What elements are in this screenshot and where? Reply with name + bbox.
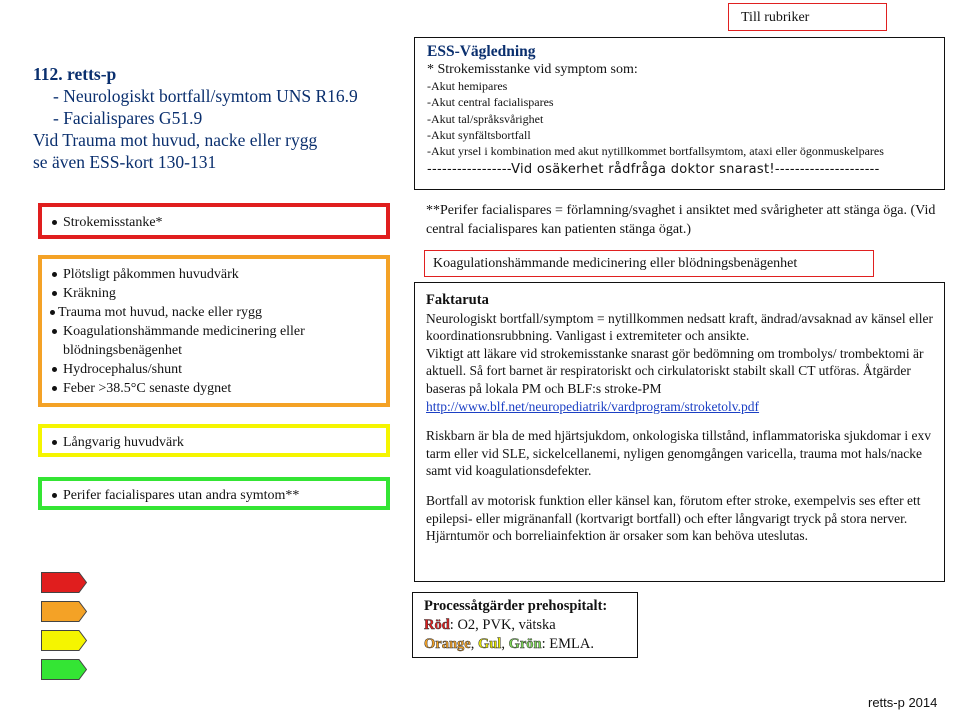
title-line-2: - Neurologiskt bortfall/symtom UNS R16.9 xyxy=(53,86,358,106)
ess-item: -Akut central facialispares xyxy=(427,95,554,110)
till-rubriker-button[interactable]: Till rubriker xyxy=(728,3,887,31)
ess-footer: -----------------Vid osäkerhet rådfråga doktor snarast!--------------------- xyxy=(427,162,880,178)
coagulation-box: Koagulationshämmande medicinering eller blödningsbenägenhet xyxy=(424,250,874,277)
title-line-5: se även ESS-kort 130-131 xyxy=(33,152,217,172)
triage-box-yellow xyxy=(38,424,390,457)
ess-item: -Akut synfältsbortfall xyxy=(427,127,531,142)
ess-guidance-box xyxy=(414,37,945,190)
triage-box-red xyxy=(38,203,390,239)
stroke-pm-link[interactable]: http://www.blf.net/neuropediatrik/vardprogram/stroketolv.pdf xyxy=(426,398,760,414)
triage-item: Koagulationshämmande medicinering eller blödningsbenägenhet xyxy=(49,322,386,360)
title-line-1: 112. retts-p xyxy=(33,64,117,84)
triage-box-orange xyxy=(38,255,390,407)
label-orange: Orange xyxy=(424,636,471,652)
ess-item: -Akut yrsel i kombination med akut nytillkommet bortfallsymtom, ataxi eller ögonmuskelpares xyxy=(427,144,884,159)
arrow-yellow-icon xyxy=(41,630,87,651)
ess-item: -Akut hemipares xyxy=(427,79,508,93)
facts-paragraph: Viktigt att läkare vid strokemisstanke snarast gör bedömning om trombolys/ trombektomi är aktuell. Så fort barnet är respiratoriskt och cirkulatoriskt stabilt skall CT utföras. Åtgärder baseras på lokala PM och BLF:s stroke-PM xyxy=(426,345,924,396)
facts-box xyxy=(414,282,945,582)
triage-item: Hydrocephalus/shunt xyxy=(49,360,386,379)
arrow-green-icon xyxy=(41,659,87,680)
footer-tag: retts-p 2014 xyxy=(868,695,938,710)
triage-item: Strokemisstanke* xyxy=(49,213,386,232)
title-line-4: Vid Trauma mot huvud, nacke eller rygg xyxy=(33,130,318,150)
triage-box-green xyxy=(38,477,390,510)
triage-item: Perifer facialispares utan andra symtom** xyxy=(49,486,386,505)
facts-paragraph: Bortfall av motorisk funktion eller känsel kan, förutom efter stroke, exempelvis ses efter ett epilepsi- eller migränanfall (kortvarigt bortfall) och efter långvarigt tryck på stora nerver. xyxy=(426,492,921,526)
title-line-3: - Facialispares G51.9 xyxy=(53,108,203,128)
triage-item: Plötsligt påkommen huvudvärk xyxy=(49,265,386,284)
facts-heading: Faktaruta xyxy=(426,292,489,308)
facts-paragraph: Riskbarn är bla de med hjärtsjukdom, onkologiska tillstånd, inflammatoriska sjukdomar i exv tarm eller vid SLE, sickelcellanemi, nyligen genomgången varicella, trauma mot hals/nacke samt vid koagulationsdefekter. xyxy=(426,428,932,479)
triage-item: Trauma mot huvud, nacke eller rygg xyxy=(49,303,386,322)
arrow-orange-icon xyxy=(41,601,87,622)
label-green: Grön xyxy=(508,636,542,652)
perifer-note: **Perifer facialispares = förlamning/svaghet i ansiktet med svårigheter att stänga öga. (Vid central facialispares kan patienten stänga ögat.) xyxy=(426,203,936,237)
ess-item: -Akut tal/språksvårighet xyxy=(427,111,544,126)
facts-paragraph: Hjärntumör och borreliainfektion är orsaker som kan behöva uteslutas. xyxy=(426,528,809,544)
ess-subtitle: * Strokemisstanke vid symptom som: xyxy=(427,62,638,77)
process-sep: , xyxy=(470,636,478,652)
triage-item: Kräkning xyxy=(49,284,386,303)
process-line-red xyxy=(424,616,637,635)
process-heading: Processåtgärder prehospitalt: xyxy=(424,598,608,614)
arrow-red-icon xyxy=(41,572,87,593)
facts-paragraph: Neurologiskt bortfall/symptom = nytillkommen nedsatt kraft, ändrad/avsaknad av känsel eller koordinationsrubbning. Vanligast i extremiteter och ansikte. xyxy=(426,310,933,344)
label-yellow: Gul xyxy=(477,636,502,652)
title-block xyxy=(33,63,403,173)
label-red: Röd xyxy=(424,617,450,633)
process-sep: , xyxy=(501,636,509,652)
process-box xyxy=(412,592,638,658)
process-green-text: : EMLA. xyxy=(541,636,594,652)
process-line-other xyxy=(424,635,637,654)
ess-title: ESS-Vägledning xyxy=(427,43,536,60)
triage-item: Feber >38.5°C senaste dygnet xyxy=(49,379,386,398)
process-red-text: : O2, PVK, vätska xyxy=(449,617,556,633)
triage-item: Långvarig huvudvärk xyxy=(49,433,386,452)
